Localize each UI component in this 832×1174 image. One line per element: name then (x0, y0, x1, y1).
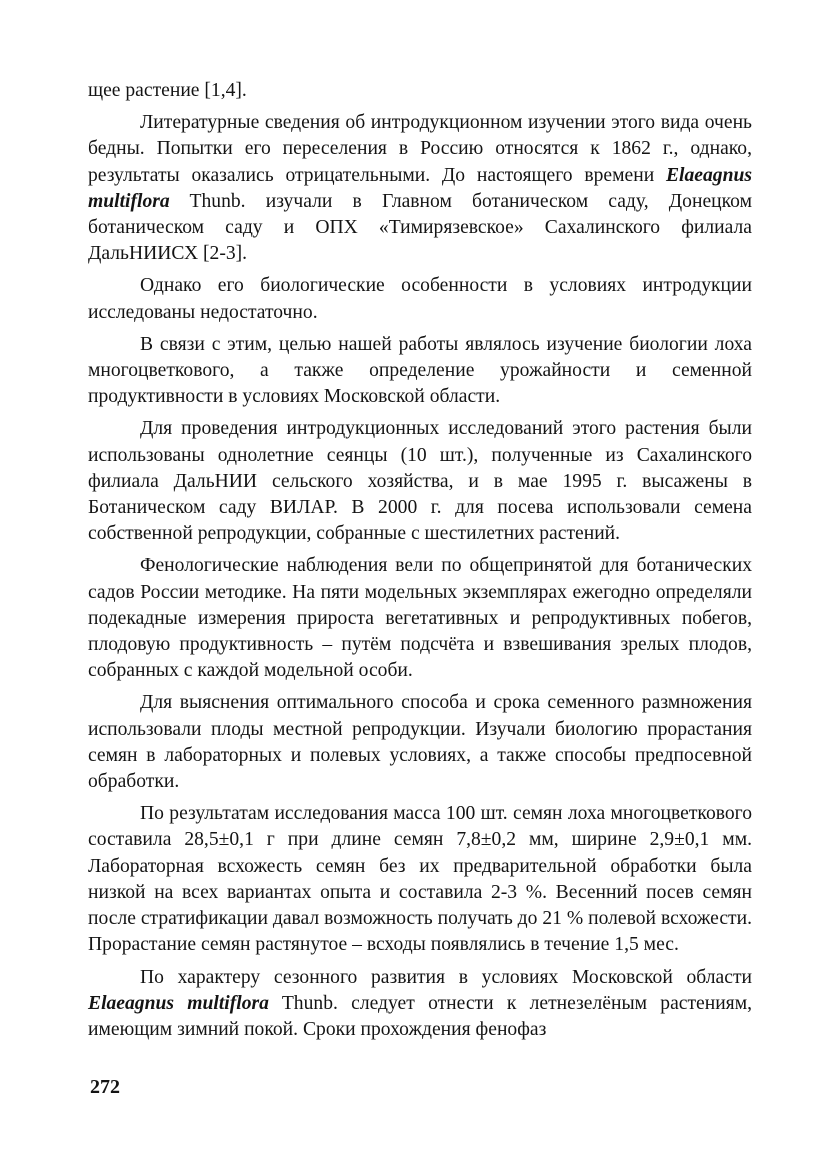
document-body (88, 78, 752, 1043)
species-name: Elaeagnus multiflora (88, 164, 752, 212)
paragraph-methods: Для проведения интродукционных исследований этого растения были использованы однолетние сеянцы (10 шт.), полученные из Сахалинского филиала ДальНИИ сельского хозяйства, и в мае 1995 г. высажены в Ботаническом саду ВИЛАР. В 2000 г. для посева использовали семена собственной репродукции, собранные с шестилетних растений. (88, 418, 752, 545)
paragraph-continuation: щее растение [1,4]. (88, 80, 247, 101)
paragraph-literature: Литературные сведения об интродукционном изучении этого вида очень бедны. Попытки его переселения в Россию относятся к 1862 г., однако, результаты оказались отрицательными. До настоящего времени Elaeagnus multiflora Thunb. изучали в Главном ботаническом саду, Донецком ботаническом саду и ОПХ «Тимирязевское» Сахалинского филиала ДальНИИСХ [2-3]. (88, 112, 752, 265)
paragraph-propagation: Для выяснения оптимального способа и срока семенного размножения использовали плоды местной репродукции. Изучали биологию прорастания семян в лабораторных и полевых условиях, а также способы предпосевной обработки. (88, 692, 752, 793)
paragraph-seasonal: По характеру сезонного развития в условиях Московской области Elaeagnus multiflora Thunb. следует отнести к летнезелёным растениям, имеющим зимний покой. Сроки прохождения фенофаз (88, 966, 752, 1040)
page-number: 272 (90, 1076, 120, 1098)
species-name: Elaeagnus multiflora (88, 992, 269, 1014)
paragraph-insufficient: Однако его биологические особенности в условиях интродукции исследованы недостаточно. (88, 275, 752, 323)
paragraph-goal: В связи с этим, целью нашей работы являлось изучение биологии лоха многоцветкового, а также определение урожайности и семенной продуктивности в условиях Московской области. (88, 333, 752, 408)
paragraph-phenology: Фенологические наблюдения вели по общепринятой для ботанических садов России методике. На пяти модельных экземплярах ежегодно определяли подекадные измерения прироста вегетативных и репродуктивных побегов, плодовую продуктивность – путём подсчёта и взвешивания зрелых плодов, собранных с каждой модельной особи. (88, 555, 752, 682)
paragraph-results: По результатам исследования масса 100 шт. семян лоха многоцветкового составила 28,5±0,1 г при длине семян 7,8±0,2 мм, ширине 2,9±0,1 мм. Лабораторная всхожесть семян без их предварительной обработки была низкой на всех вариантах опыта и составила 2-3 %. Весенний посев семян после стратификации давал возможность получать до 21 % полевой всхожести. Прорастание семян растянутое – всходы появлялись в течение 1,5 мес. (88, 803, 752, 956)
